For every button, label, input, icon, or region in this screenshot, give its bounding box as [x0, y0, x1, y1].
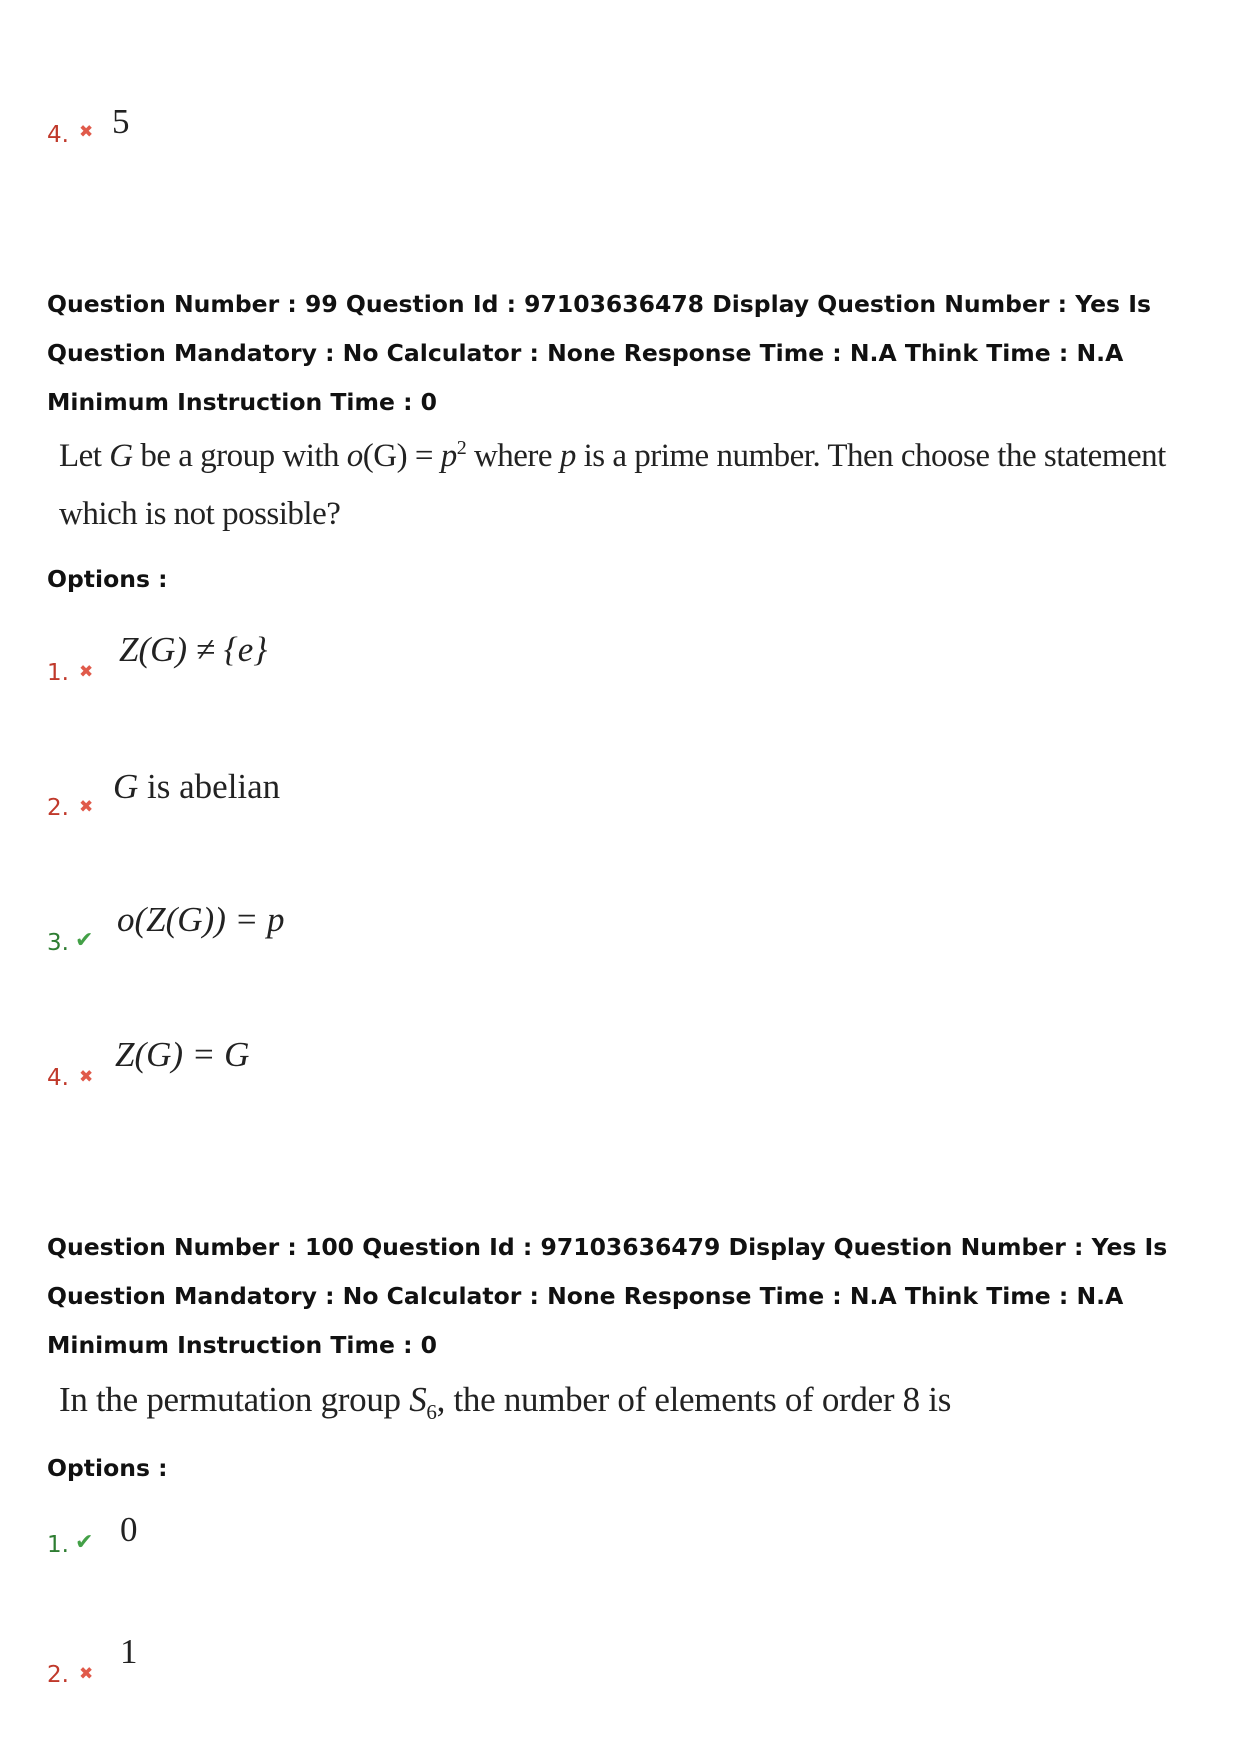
- check-icon: ✔: [75, 928, 94, 953]
- cross-icon: ✖: [79, 662, 94, 682]
- cross-icon: ✖: [79, 122, 94, 142]
- option-value: Z(G) ≠ {e}: [119, 630, 268, 669]
- question-text-100: In the permutation group $S_6$, the number of elements of order 8 is: [59, 1380, 952, 1424]
- cross-icon: ✖: [79, 797, 94, 817]
- options-label-99: Options :: [47, 565, 168, 593]
- option-number: 1.: [47, 1532, 69, 1558]
- option-value: 5: [112, 102, 130, 141]
- option-number: 2.: [47, 1662, 69, 1688]
- option-number: 2.: [47, 795, 69, 821]
- option-value: G is abelian: [113, 767, 281, 806]
- option-number: 3.: [47, 930, 69, 956]
- option-value: o(Z(G)) = p: [117, 900, 285, 939]
- options-label-100: Options :: [47, 1454, 168, 1482]
- question-meta-99: Question Number : 99 Question Id : 97103636478 Display Question Number : Yes Is Question Mandatory : No Calculator : None Response Time : N.A Think Time : N.A Minimum Instruction Time : 0: [47, 290, 1151, 416]
- option-number: 1.: [47, 660, 69, 686]
- option-value: 0: [120, 1510, 138, 1549]
- question-text-99-line2: which is not possible?: [59, 496, 341, 532]
- option-value: 1: [120, 1632, 138, 1671]
- option-value: Z(G) = G: [115, 1035, 250, 1074]
- question-meta-100: Question Number : 100 Question Id : 97103636479 Display Question Number : Yes Is Question Mandatory : No Calculator : None Response Time : N.A Think Time : N.A Minimum Instruction Time : 0: [47, 1233, 1168, 1359]
- cross-icon: ✖: [79, 1067, 94, 1087]
- option-number: 4.: [47, 122, 69, 148]
- question-text-99-line1: Let G be a group with $o(G) = p^2$ where p is a prime number. Then choose the statement: [59, 437, 1166, 474]
- check-icon: ✔: [75, 1530, 94, 1555]
- cross-icon: ✖: [79, 1664, 94, 1684]
- option-number: 4.: [47, 1065, 69, 1091]
